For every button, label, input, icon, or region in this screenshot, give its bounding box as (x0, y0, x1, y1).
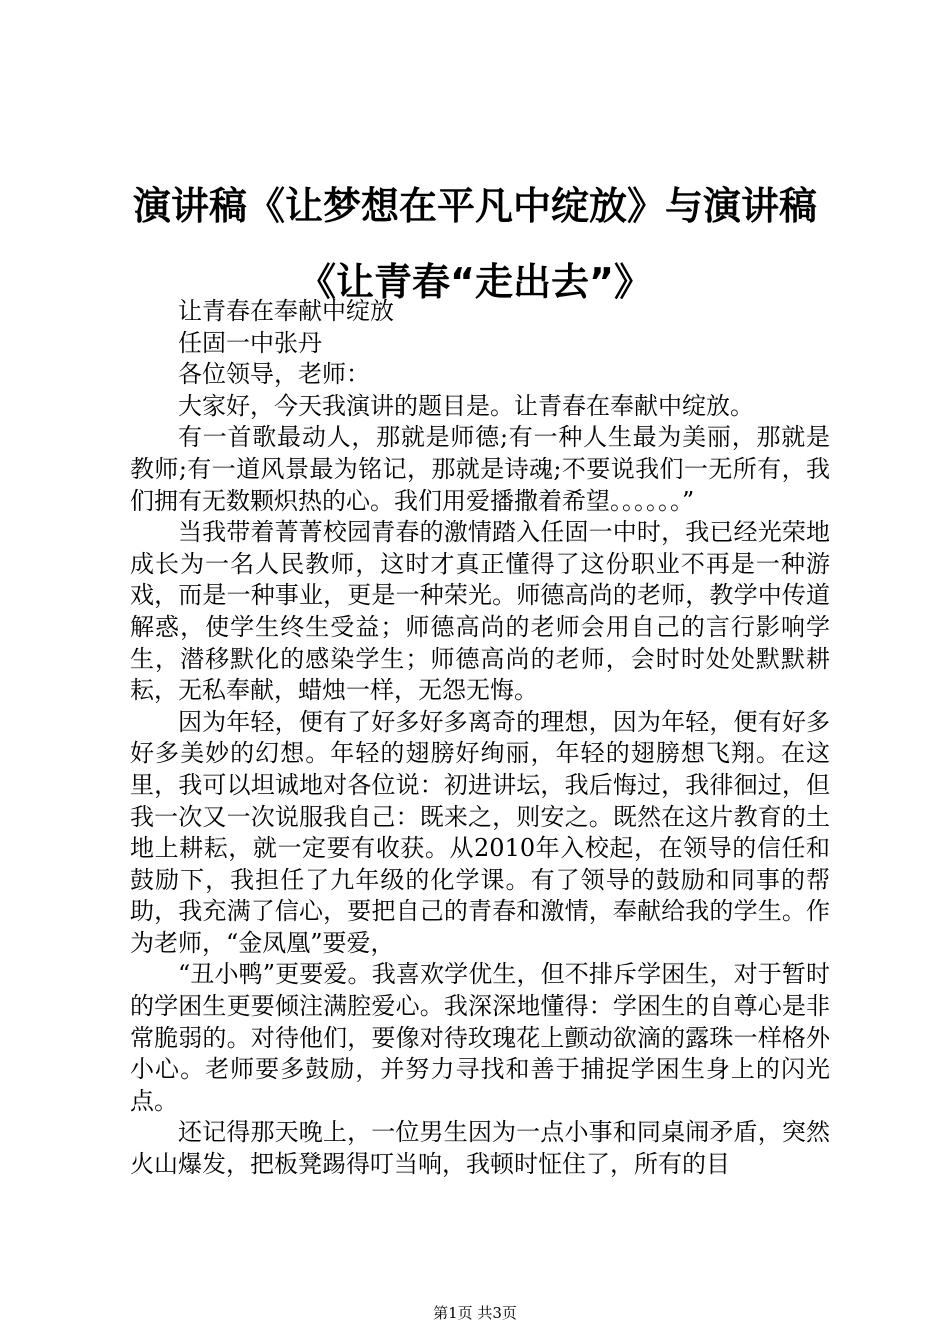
paragraph: 大家好，今天我演讲的题目是。让青春在奉献中绽放。 (178, 391, 754, 420)
paragraph: 有一首歌最动人，那就是师德;有一种人生最为美丽，那就是教师;有一道风景最为铭记，那就是诗魂;不要说我们一无所有，我们拥有无数颗炽热的心。我们用爱播撒着希望。。。。。。” (130, 423, 830, 515)
paragraph: 当我带着菁菁校园青春的激情踏入任固一中时，我已经光荣地成长为一名人民教师，这时才真正懂得了这份职业不再是一种游戏，而是一种事业，更是一种荣光。师德高尚的老师，教学中传道解惑，使学生终生受益；师德高尚的老师会用自己的言行影响学生，潜移默化的感染学生；师德高尚的老师，会时时处处默默耕耘，无私奉献，蜡烛一样，无怨无悔。 (130, 518, 830, 705)
paragraph-author: 任固一中张丹 (178, 328, 322, 357)
paragraph: 还记得那天晚上，一位男生因为一点小事和同桌闹矛盾，突然火山爆发，把板凳踢得叮当响，我顿时怔住了，所有的目 (130, 1118, 830, 1179)
paragraph: 因为年轻，便有了好多好多离奇的理想，因为年轻，便有好多好多美妙的幻想。年轻的翅膀好绚丽，年轻的翅膀想飞翔。在这里，我可以坦诚地对各位说：初进讲坛，我后悔过，我徘徊过，但我一次又一次说服我自己：既来之，则安之。既然在这片教育的土地上耕耘，就一定要有收获。从2010年入校起，在领导的信任和鼓励下，我担任了九年级的化学课。有了领导的鼓励和同事的帮助，我充满了信心，要把自己的青春和激情，奉献给我的学生。作为老师，“金凤凰”要爱， (130, 707, 830, 957)
document-title: 演讲稿《让梦想在平凡中绽放》与演讲稿《让青春“走出去”》 (132, 184, 817, 304)
page-footer: 第1页 共3页 (433, 1304, 517, 1322)
paragraph-salutation: 各位领导，老师： (178, 360, 370, 389)
paragraph-subtitle: 让青春在奉献中绽放 (178, 297, 394, 325)
document-body (130, 296, 830, 1181)
paragraph: “丑小鸭”更要爱。我喜欢学优生，但不排斥学困生，对于暂时的学困生更要倾注满腔爱心。我深深地懂得：学困生的自尊心是非常脆弱的。对待他们，要像对待玫瑰花上颤动欲滴的露珠一样格外小心。老师要多鼓励，并努力寻找和善于捕捉学困生身上的闪光点。 (130, 960, 830, 1115)
